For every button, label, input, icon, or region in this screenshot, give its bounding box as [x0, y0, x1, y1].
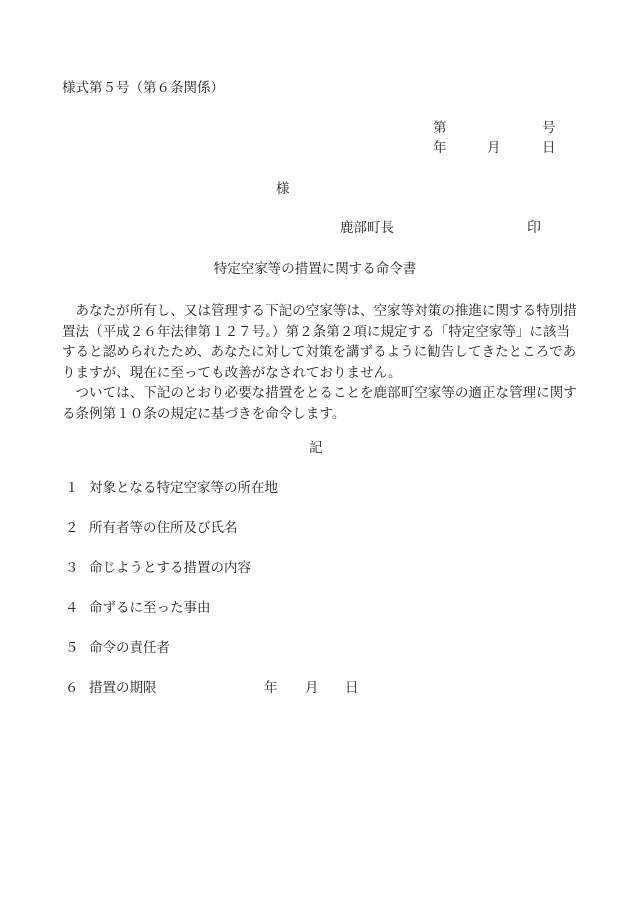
list-item [65, 562, 251, 576]
body-text [62, 301, 582, 425]
list-item [65, 602, 211, 616]
item-label: 措置の期限 [89, 680, 157, 696]
ki-heading: 記 [309, 440, 323, 456]
item-number: ３ [65, 560, 79, 576]
body-paragraph-1: あなたが所有し、又は管理する下記の空家等は、空家等対策の推進に関する特別措置法（平成２６年法律第１２７号。）第２条第２項に規定する「特定空家等」に該当すると認められたため、あなたに対して対策を講ずるように勧告してきたところでありますが、現在に至っても改善がなされておりません。 [62, 303, 577, 381]
issue-date-month: 月 [487, 140, 501, 156]
item-number: ６ [65, 680, 79, 696]
item-label: 対象となる特定空家等の所在地 [89, 480, 278, 496]
document-number-suffix: 号 [542, 120, 556, 136]
list-item [65, 522, 238, 536]
issue-date-day: 日 [542, 140, 556, 156]
deadline-month: 月 [305, 680, 319, 696]
item-label: 命じようとする措置の内容 [89, 560, 251, 576]
item-number: ２ [65, 520, 79, 536]
deadline-day: 日 [345, 680, 359, 696]
item-number: ５ [65, 640, 79, 656]
issue-date-year: 年 [433, 140, 447, 156]
sender-name: 鹿部町長 [340, 220, 394, 236]
item-label: 所有者等の住所及び氏名 [89, 520, 238, 536]
document-title: 特定空家等の措置に関する命令書 [213, 261, 417, 277]
item-label: 命ずるに至った事由 [89, 600, 211, 616]
seal-mark: 印 [527, 220, 541, 236]
deadline-year: 年 [264, 680, 278, 696]
list-item [65, 482, 278, 496]
body-paragraph-2: ついては、下記のとおり必要な措置をとることを鹿部町空家等の適正な管理に関する条例第１０条の規定に基づきを命令します。 [62, 385, 577, 422]
item-number: １ [65, 480, 79, 496]
document-number-prefix: 第 [433, 120, 447, 136]
list-item [65, 682, 157, 696]
item-label: 命令の責任者 [89, 640, 170, 656]
addressee-suffix: 様 [276, 181, 290, 197]
list-item [65, 642, 170, 656]
item-number: ４ [65, 600, 79, 616]
form-label: 様式第５号（第６条関係） [62, 80, 224, 96]
